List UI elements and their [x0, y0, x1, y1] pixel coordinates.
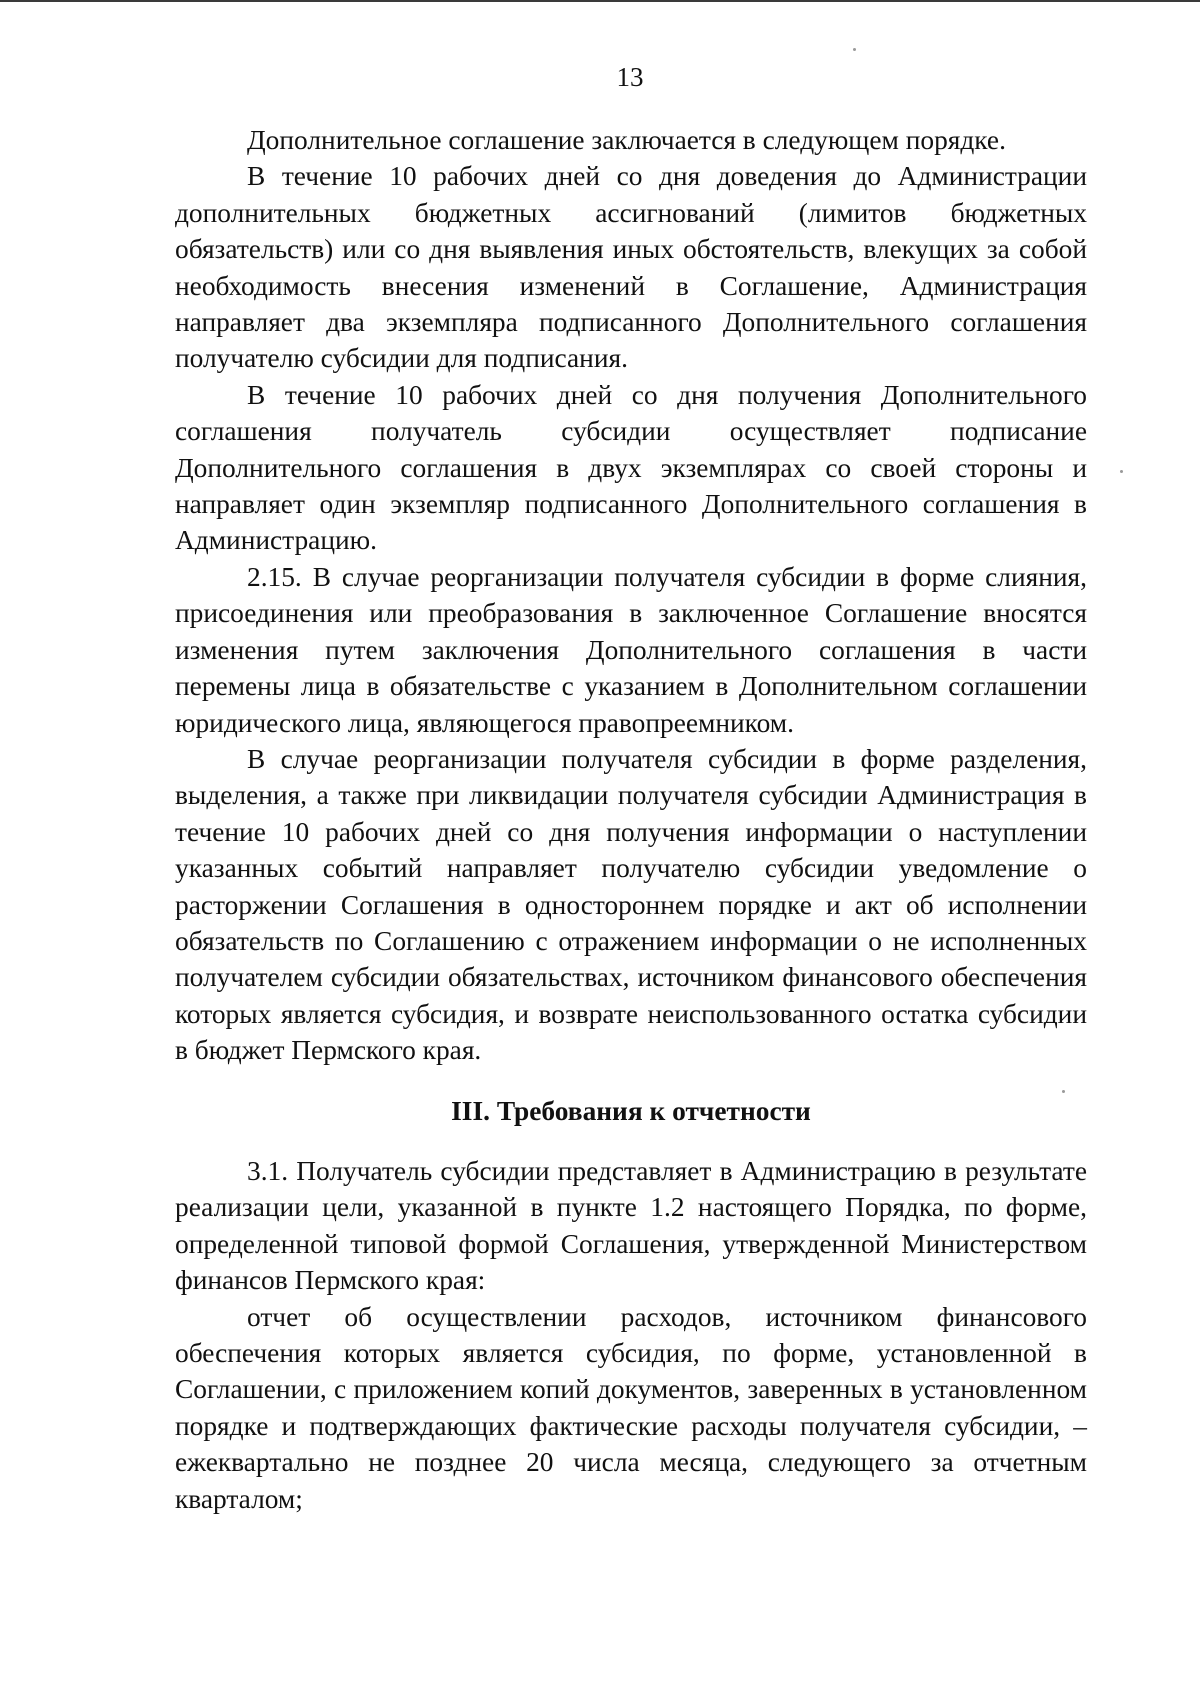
- paragraph: В течение 10 рабочих дней со дня доведения до Администрации дополнительных бюджетных ассигнований (лимитов бюджетных обязательств) или со дня выявления иных обстоятельств, влекущих за собой необходимость внесения изменений в Соглашение, Администрация направляет два экземпляра подписанного Дополнительного соглашения получателю субсидии для подписания.: [175, 161, 1087, 374]
- scan-speck: [1062, 1090, 1065, 1093]
- document-body: [175, 122, 1087, 1517]
- scan-speck: [1120, 470, 1123, 473]
- paragraph: отчет об осуществлении расходов, источником финансового обеспечения которых является субсидия, по форме, установленной в Соглашении, с приложением копий документов, заверенных в установленном порядке и подтверждающих фактические расходы получателя субсидии, – ежеквартально не позднее 20 числа месяца, следующего за отчетным кварталом;: [175, 1301, 1087, 1514]
- paragraph: 3.1. Получатель субсидии представляет в Администрацию в результате реализации цели, указанной в пункте 1.2 настоящего Порядка, по форме, определенной типовой формой Соглашения, утвержденной Министерством финансов Пермского края:: [175, 1155, 1087, 1296]
- scan-top-edge: [0, 0, 1200, 2]
- paragraph: В случае реорганизации получателя субсидии в форме разделения, выделения, а также при ликвидации получателя субсидии Администрация в течение 10 рабочих дней со дня получения информации о наступлении указанных событий направляет получателю субсидии уведомление о расторжении Соглашения в одностороннем порядке и акт об исполнении обязательств по Соглашению с отражением информации о не исполненных получателем субсидии обязательствах, источником финансового обеспечения которых является субсидия, и возврате неиспользованного остатка субсидии в бюджет Пермского края.: [175, 743, 1087, 1066]
- page-number: 13: [616, 62, 644, 92]
- paragraph: Дополнительное соглашение заключается в следующем порядке.: [247, 125, 1006, 155]
- scan-speck: [853, 48, 856, 51]
- section-heading: III. Требования к отчетности: [451, 1095, 811, 1126]
- paragraph: 2.15. В случае реорганизации получателя субсидии в форме слияния, присоединения или преобразования в заключенное Соглашение вносятся изменения путем заключения Дополнительного соглашения в части перемены лица в обязательстве с указанием в Дополнительном соглашении юридического лица, являющегося правопреемником.: [175, 561, 1087, 738]
- paragraph: В течение 10 рабочих дней со дня получения Дополнительного соглашения получатель субсидии осуществляет подписание Дополнительного соглашения в двух экземплярах со своей стороны и направляет один экземпляр подписанного Дополнительного соглашения в Администрацию.: [175, 379, 1087, 556]
